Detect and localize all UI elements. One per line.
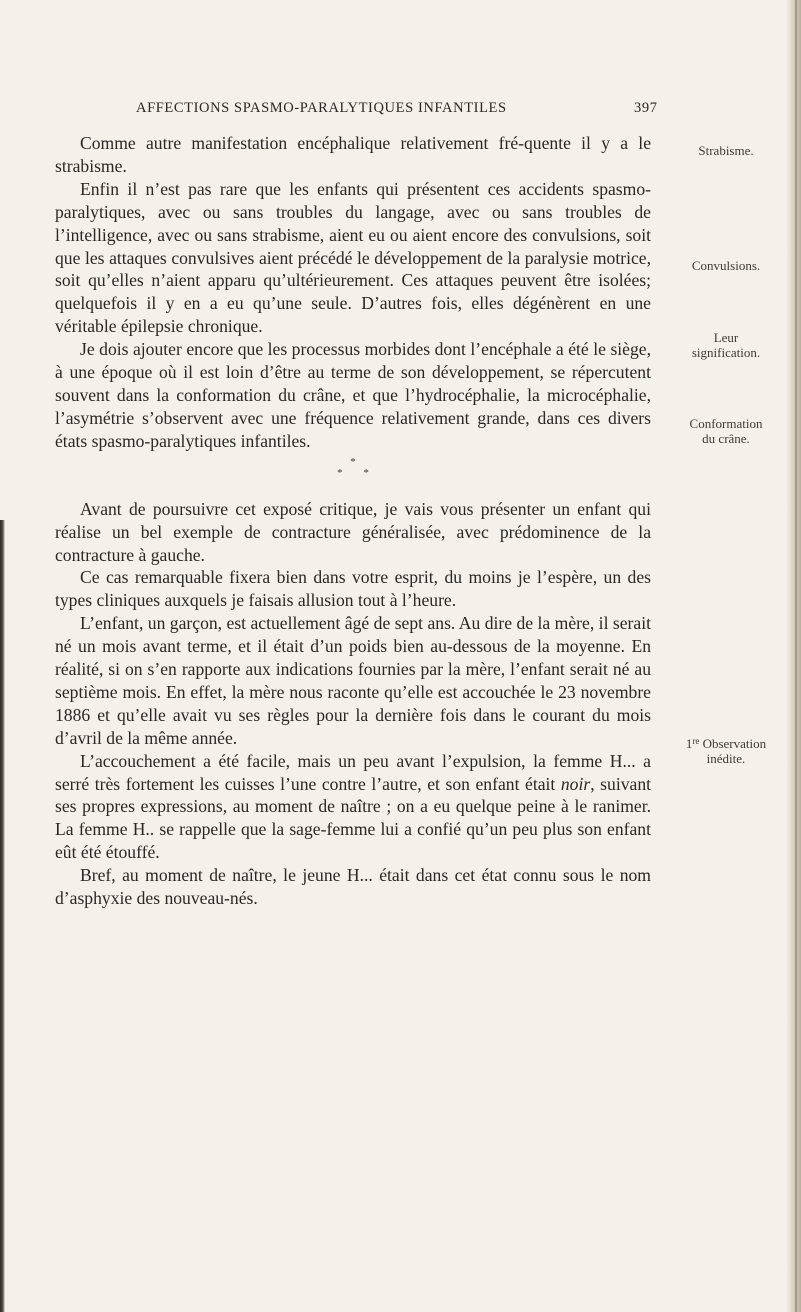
asterism-top: * [350,455,356,468]
margin-note-strabisme [665,143,787,158]
section-break [55,453,651,498]
margin-note-line: inédite. [706,751,746,766]
text-run: L’accouchement a été facile, mais un peu avant l’expulsion, la femme H... a serré très fortement les cuisses l’une contre l’autre, et son enfant était [55,750,651,794]
margin-note-line: 1re Observation [685,736,767,751]
margin-note-line: Convulsions. [691,258,761,273]
paragraph: Avant de poursuivre cet exposé critique, je vais vous présenter un enfant qui réalise un bel exemple de contracture généralisée, avec prédominence de la contracture à gauche. [55,498,651,565]
ordinal-suffix: re [692,736,700,746]
italic-word: noir [560,773,591,794]
paragraph: Enfin il n’est pas rare que les enfants qui présentent ces accidents spasmo-paralytiques, avec ou sans troubles du langage, avec ou sans troubles de l’intelligence, avec ou sans strabisme, aient eu ou aient encore des convulsions, soit que les attaques convulsives aient précédé le développement de la paralysie motrice, soit qu’elles n’aient apparu qu’ultérieurement. Ces attaques peuvent être isolées; quelquefois il y en a eu qu’une seule. D’autres fois, elles dégénèrent en une véritable épilepsie chronique. [55,178,651,337]
paragraph [55,750,651,865]
paragraph: Bref, au moment de naître, le jeune H... était dans cet état connu sous le nom d’asphyxie des nouveau-nés. [55,865,651,909]
running-title: AFFECTIONS SPASMO-PARALYTIQUES INFANTILES [136,100,507,116]
margin-note-line: du crâne. [702,431,750,446]
paragraph: L’enfant, un garçon, est actuellement âgé de sept ans. Au dire de la mère, il serait né un mois avant terme, et il était d’un poids bien au-dessous de la moyenne. En réalité, si on s’en rapporte aux indications fournies par la mère, l’enfant serait né au septième mois. En effet, la mère nous raconte qu’elle est accouchée le 23 novembre 1886 et qu’elle avait vu ses règles pour la dernière fois dans le courant du mois d’avril de la même année. [55,613,651,748]
margin-note-signification [665,330,787,360]
margin-note-word: Observation [702,736,767,751]
margin-note-line: signification. [691,345,761,360]
margin-note-line: Strabisme. [698,143,754,158]
margin-note-conformation [665,416,787,446]
paragraph: Comme autre manifestation encéphalique relativement fré-quente il y a le strabisme. [55,133,651,176]
text-run: , suivant ses propres expressions, au moment de naître ; on a eu quelque peine à le ranimer. La femme H.. se rappelle que la sage-femme lui a confié qu’un peu plus son enfant eût été étouffé. [55,773,651,863]
page-number: 397 [634,100,658,116]
margin-note-line: Leur [713,330,739,345]
binding-shadow [0,520,5,1312]
body-text [55,132,651,910]
paragraph: Ce cas remarquable fixera bien dans votre esprit, du moins je l’espère, un des types cliniques auxquels je faisais allusion tout à l’heure. [55,567,651,611]
page-edge [786,0,801,1312]
asterism-bottom: * * [337,466,378,479]
margin-note-observation [665,734,787,766]
margin-note-line: Conformation [689,416,763,431]
margin-note-convulsions [665,258,787,273]
page-edge-line [795,0,797,1312]
paragraph: Je dois ajouter encore que les processus morbides dont l’encéphale a été le siège, à une époque où il est loin d’être au terme de son développement, se répercutent souvent dans la conformation du crâne, et que l’hydrocéphalie, la microcéphalie, l’asymétrie s’observent avec une fréquence relativement grande, dans ces divers états spasmo-paralytiques infantiles. [55,339,651,451]
